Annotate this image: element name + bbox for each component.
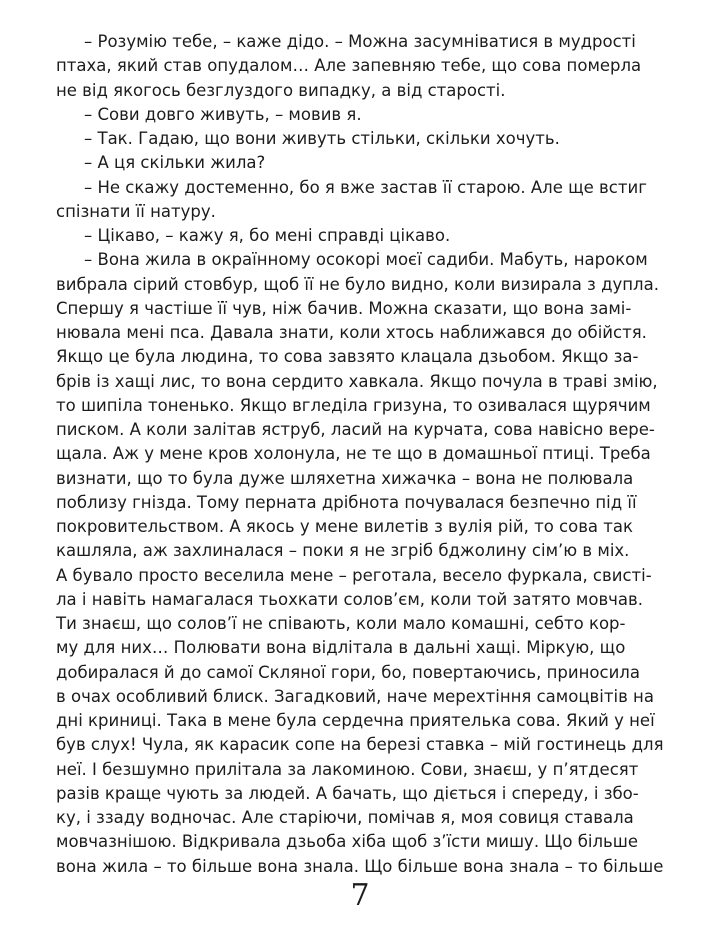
text-line: вона жила – то більше вона знала. Що більше вона знала – то більше <box>56 856 664 876</box>
text-line: визнати, що то була дуже шляхетна хижачка – вона не полювала <box>56 468 634 488</box>
text-line: Спершу я частіше її чув, ніж бачив. Можна сказати, що вона замі- <box>56 298 632 318</box>
text-line: добиралася й до самої Скляної гори, бо, повертаючись, приносила <box>56 662 640 682</box>
text-line: брів із хащі лис, то вона сердито хавкала. Якщо почула в траві змію, <box>56 371 658 391</box>
text-line: покровительством. А якось у мене вилетів з вулія рій, то сова так <box>56 517 633 536</box>
text-line: Ти знаєш, що солов’ї не співають, коли мало комашні, себто кор- <box>56 614 626 633</box>
text-line: ла і навіть намагалася тьохкати солов’єм, коли той затято мовчав. <box>56 589 643 609</box>
text-line: птаха, який став опудалом… Але запевняю тебе, що сова померла <box>56 56 642 76</box>
text-line: ку, і ззаду водночас. Але старіючи, помічав я, моя совиця ставала <box>56 808 634 827</box>
text-line: писком. А коли залітав яструб, ласий на курчата, сова навісно вере- <box>56 420 655 439</box>
text-line: – Сови довго живуть, – мовив я. <box>84 104 362 124</box>
text-line: дні криниці. Така в мене була сердечна приятелька сова. Який у неї <box>56 711 655 730</box>
body-text <box>56 30 696 879</box>
text-line: – Вона жила в окраїнному осокорі моєї садиби. Мабуть, нароком <box>84 250 648 270</box>
text-line: був слух! Чула, як карасик сопе на березі ставка – мій гостинець для <box>56 735 664 755</box>
text-line: кашляла, аж захлиналася – поки я не згріб бджолину сім’ю в міх. <box>56 541 630 561</box>
text-line: спізнати її натуру. <box>56 201 216 221</box>
text-line: нювала мені пса. Давала знати, коли хтось наближався до обійстя. <box>56 323 647 342</box>
text-line: – Розумію тебе, – каже дідо. – Можна засумніватися в мудрості <box>84 32 636 51</box>
text-line: мовчазнішою. Відкривала дзьоба хіба щоб з’їсти мишу. Що більше <box>56 832 638 852</box>
text-line: вибрала сірий стовбур, щоб її не було видно, коли визирала з дупла. <box>56 274 659 294</box>
text-line: А бувало просто веселила мене – реготала, весело фуркала, свисті- <box>56 565 652 585</box>
text-line: то шипіла тоненько. Якщо вгледіла гризуна, то озивалася щурячим <box>56 395 651 415</box>
text-line: Якщо це була людина, то сова завзято клацала дзьобом. Якщо за- <box>56 347 639 367</box>
text-line: – А ця скільки жила? <box>84 153 266 173</box>
text-line: разів краще чують за людей. А бачать, що діється і спереду, і збо- <box>56 783 639 803</box>
text-line: – Так. Гадаю, що вони живуть стільки, скільки хочуть. <box>84 129 560 148</box>
text-line: неї. І безшумно прилітала за лакоминою. Сови, знаєш, у п’ятдесят <box>56 759 639 779</box>
text-line: в очах особливий блиск. Загадковий, наче мерехтіння самоцвітів на <box>56 686 654 706</box>
text-line: щала. Аж у мене кров холонула, не те що в домашньої птиці. Треба <box>56 444 651 464</box>
text-line: не від якогось безглуздого випадку, а від старості. <box>56 80 506 100</box>
text-line: му для них… Полювати вона відлітала в дальні хащі. Міркую, що <box>56 638 626 658</box>
page-number: 7 <box>350 878 370 913</box>
text-line: – Цікаво, – кажу я, бо мені справді цікаво. <box>84 226 451 245</box>
text-line: поблизу гнізда. Тому перната дрібнота почувалася безпечно під її <box>56 492 637 512</box>
text-line: – Не скажу достеменно, бо я вже застав її старою. Але ще встиг <box>84 177 647 197</box>
